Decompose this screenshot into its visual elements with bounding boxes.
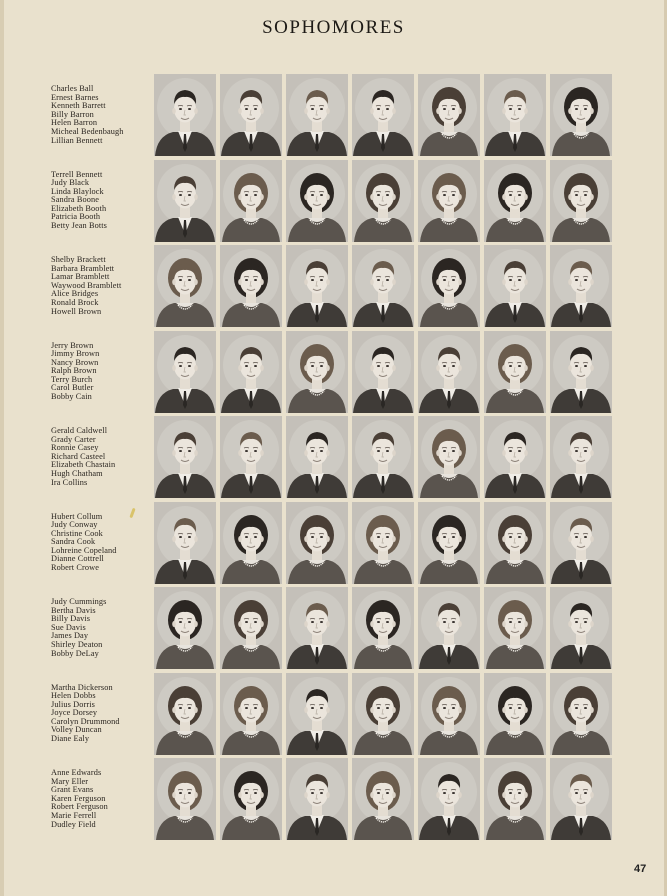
student-portrait <box>418 587 480 669</box>
student-row <box>0 245 667 329</box>
student-name: Micheal Bedenbaugh <box>51 126 124 136</box>
student-portrait <box>220 587 282 669</box>
student-name: Billy Barron <box>51 109 94 119</box>
student-portrait <box>286 758 348 840</box>
student-name: Sandra Cook <box>51 537 96 547</box>
student-portrait <box>484 416 546 498</box>
student-name: Ronald Brock <box>51 297 99 307</box>
student-portrait <box>418 74 480 156</box>
student-portrait <box>550 245 612 327</box>
student-row <box>0 74 667 158</box>
student-portrait <box>418 758 480 840</box>
student-portrait <box>418 331 480 413</box>
student-name: Robert Crowe <box>51 563 99 573</box>
student-row <box>0 331 667 415</box>
student-name: Judy Cummings <box>51 597 107 606</box>
student-name: Terry Burch <box>51 374 93 384</box>
student-portrait <box>550 331 612 413</box>
student-portrait <box>220 673 282 755</box>
student-portrait <box>220 160 282 242</box>
student-name: Sandra Boone <box>51 195 99 205</box>
student-row <box>0 758 667 842</box>
student-portrait <box>286 74 348 156</box>
student-portrait <box>352 587 414 669</box>
student-name: Gerald Caldwell <box>51 426 108 435</box>
name-list <box>51 342 151 402</box>
student-portrait <box>154 758 216 840</box>
student-portrait <box>418 502 480 584</box>
student-name: Karen Ferguson <box>51 793 106 803</box>
student-name: Christine Cook <box>51 528 103 538</box>
student-name: Robert Ferguson <box>51 802 108 812</box>
student-name: Bobby DeLay <box>51 648 99 658</box>
student-portrait <box>484 160 546 242</box>
student-row <box>0 673 667 757</box>
student-name: Alice Bridges <box>51 289 99 299</box>
student-name: Volley Duncan <box>51 725 102 735</box>
student-name: Marie Ferrell <box>51 810 97 820</box>
student-portrait <box>286 245 348 327</box>
student-portrait <box>352 673 414 755</box>
student-name: Bobby Cain <box>51 392 92 402</box>
student-portrait <box>220 331 282 413</box>
student-portrait <box>154 502 216 584</box>
student-portrait <box>154 331 216 413</box>
student-name: Bertha Davis <box>51 605 96 615</box>
student-portrait <box>220 74 282 156</box>
student-name: Ronnie Casey <box>51 443 99 453</box>
student-name: Betty Jean Botts <box>51 221 107 231</box>
student-portrait <box>550 416 612 498</box>
student-portrait <box>484 673 546 755</box>
name-list <box>51 769 151 829</box>
student-portrait <box>484 74 546 156</box>
student-row <box>0 416 667 500</box>
student-portrait <box>352 245 414 327</box>
student-name: Lillian Bennett <box>51 135 103 145</box>
student-name: Helen Dobbs <box>51 691 96 701</box>
student-name: Hugh Chatham <box>51 468 103 478</box>
student-name: Nancy Brown <box>51 357 99 367</box>
name-list <box>51 256 151 316</box>
name-list <box>51 427 151 487</box>
student-name: Julius Dorris <box>51 699 95 709</box>
student-name: Dianne Cottrell <box>51 554 104 564</box>
student-name: Judy Conway <box>51 520 98 530</box>
student-portrait <box>154 673 216 755</box>
student-portrait <box>418 673 480 755</box>
student-portrait <box>220 416 282 498</box>
student-name: Ernest Barnes <box>51 92 99 102</box>
student-portrait <box>352 502 414 584</box>
student-portrait <box>286 502 348 584</box>
student-name: Lohreine Copeland <box>51 545 117 555</box>
student-portrait <box>352 160 414 242</box>
student-name: Martha Dickerson <box>51 682 113 692</box>
student-name: Patricia Booth <box>51 212 101 222</box>
student-name: Elizabeth Chastain <box>51 460 116 470</box>
student-name: Judy Black <box>51 178 90 188</box>
student-portrait <box>550 758 612 840</box>
student-portrait <box>550 74 612 156</box>
name-list <box>51 598 151 658</box>
student-name: Lamar Bramblett <box>51 272 110 282</box>
student-name: Jimmy Brown <box>51 349 100 359</box>
student-portrait <box>286 673 348 755</box>
student-name: Anne Edwards <box>51 768 102 777</box>
student-name: Shirley Deaton <box>51 639 103 649</box>
student-portrait <box>418 160 480 242</box>
student-name: Hubert Collum <box>51 511 103 521</box>
student-name: Waywood Bramblett <box>51 280 122 290</box>
student-name: Billy Davis <box>51 614 91 624</box>
student-portrait <box>154 160 216 242</box>
student-name: Terrell Bennett <box>51 169 103 179</box>
student-name: Carolyn Drummond <box>51 716 120 726</box>
name-list <box>51 171 151 231</box>
student-name: Howell Brown <box>51 306 102 316</box>
name-list <box>51 85 151 145</box>
student-name: Grady Carter <box>51 434 96 444</box>
student-portrait <box>484 587 546 669</box>
student-portrait <box>286 587 348 669</box>
page-number: 47 <box>634 863 647 875</box>
student-portrait <box>418 416 480 498</box>
student-portrait <box>154 245 216 327</box>
student-name: Elizabeth Booth <box>51 203 107 213</box>
student-name: Jerry Brown <box>51 340 94 350</box>
student-portrait <box>352 74 414 156</box>
student-portrait <box>220 245 282 327</box>
student-portrait <box>550 160 612 242</box>
student-row <box>0 587 667 671</box>
student-name: Joyce Dorsey <box>51 708 98 718</box>
student-portrait <box>220 502 282 584</box>
name-list <box>51 513 151 573</box>
student-portrait <box>286 416 348 498</box>
student-name: Ralph Brown <box>51 366 97 376</box>
student-portrait <box>550 502 612 584</box>
name-list <box>51 684 151 744</box>
student-portrait <box>550 587 612 669</box>
student-portrait <box>286 160 348 242</box>
student-portrait <box>484 758 546 840</box>
student-portrait <box>550 673 612 755</box>
student-row <box>0 502 667 586</box>
student-row <box>0 160 667 244</box>
student-name: Charles Ball <box>51 84 94 93</box>
student-name: Richard Casteel <box>51 451 106 461</box>
student-name: Diane Ealy <box>51 734 90 744</box>
student-portrait <box>220 758 282 840</box>
student-portrait <box>418 245 480 327</box>
student-name: Grant Evans <box>51 785 94 795</box>
student-name: Shelby Brackett <box>51 255 106 264</box>
student-portrait <box>154 416 216 498</box>
student-name: Barbara Bramblett <box>51 263 115 273</box>
student-portrait <box>154 74 216 156</box>
student-name: Helen Barron <box>51 118 98 128</box>
student-name: Carol Butler <box>51 383 94 393</box>
student-portrait <box>352 331 414 413</box>
student-name: Dudley Field <box>51 819 96 829</box>
student-portrait <box>484 502 546 584</box>
student-name: Mary Eller <box>51 776 89 786</box>
student-portrait <box>484 245 546 327</box>
student-name: Sue Davis <box>51 622 86 632</box>
student-name: Kenneth Barrett <box>51 101 106 111</box>
student-name: James Day <box>51 631 89 641</box>
student-portrait <box>352 758 414 840</box>
student-portrait <box>154 587 216 669</box>
student-portrait <box>352 416 414 498</box>
student-name: Linda Blaylock <box>51 186 104 196</box>
student-portrait <box>484 331 546 413</box>
student-portrait <box>286 331 348 413</box>
page-title: SOPHOMORES <box>262 17 405 38</box>
student-name: Ira Collins <box>51 477 88 487</box>
